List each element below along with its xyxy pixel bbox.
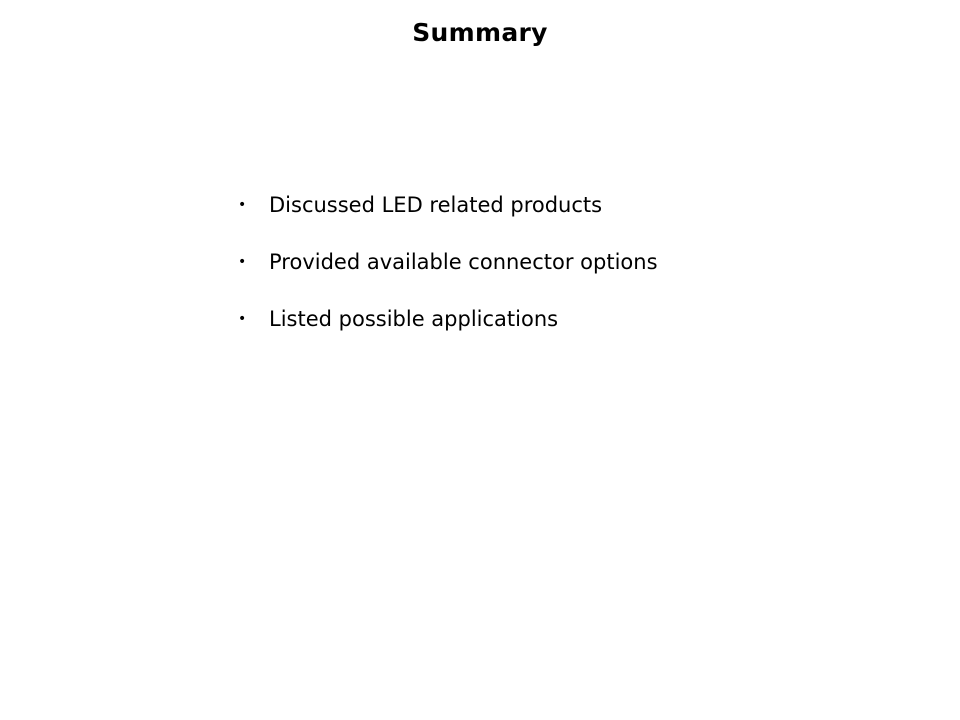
summary-bullet-list xyxy=(238,188,658,359)
bullet-text: Listed possible applications xyxy=(269,307,559,331)
bullet-text: Discussed LED related products xyxy=(269,193,603,217)
bullet-icon: • xyxy=(238,197,247,213)
bullet-text: Provided available connector options xyxy=(269,250,658,274)
slide-title: Summary xyxy=(412,18,548,47)
list-item xyxy=(238,188,658,222)
list-item xyxy=(238,302,658,336)
bullet-icon: • xyxy=(238,254,247,270)
list-item xyxy=(238,245,658,279)
bullet-icon: • xyxy=(238,311,247,327)
